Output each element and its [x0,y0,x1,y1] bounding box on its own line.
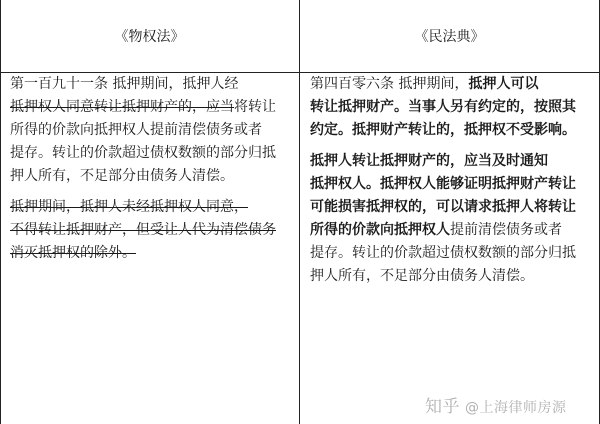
text-line [310,173,592,196]
text-line [310,96,592,119]
text-line [310,242,592,265]
watermark-handle: @上海律师房源 [464,400,567,416]
text-line [10,119,292,142]
text-line [310,119,592,142]
text-line [310,219,592,242]
text-line [10,96,292,119]
deleted-text: 抵押权人同意转让抵押财产的，应当 [10,99,234,115]
added-text: 抵押权人。抵押权人能够证明抵押财产转让 [310,176,576,192]
added-text: 抵押人转让抵押财产的，应当及时通知 [310,153,548,169]
text-line [10,73,292,96]
civil-code-article-406 [310,73,592,288]
zhihu-logo: 知乎 [425,397,460,417]
civil-code-paragraph-1 [310,73,592,142]
text-segment: 所得的价款向抵押权人提前清偿债务或者 [10,122,262,138]
text-segment: 提前清偿债务或者 [450,222,562,238]
added-text: 转让抵押财产。当事人另有约定的，按照其 [310,99,576,115]
zhihu-watermark [425,392,566,417]
text-line [310,150,592,173]
deleted-text: 不得转让抵押财产，但受让人代为清偿债务 [10,222,276,238]
text-line [10,165,292,188]
added-text: 约定。抵押财产转让的，抵押权不受影响。 [310,122,576,138]
property-law-paragraph-1 [10,73,292,188]
added-text: 抵押人可以 [468,76,539,92]
text-segment: 提存。转让的价款超过债权数额的部分归抵 [310,245,576,261]
text-line [310,196,592,219]
header-civil-code: 《民法典》 [414,29,485,45]
added-text: 所得的价款向抵押权人 [310,222,450,238]
text-line [10,196,292,219]
deleted-text: 消灭抵押权的除外。 [10,245,136,261]
property-law-paragraph-2 [10,196,292,265]
text-line [10,242,292,265]
text-line [310,265,592,288]
civil-code-paragraph-2 [310,150,592,288]
deleted-text: 抵押期间，抵押人未经抵押权人同意， [10,199,248,215]
text-segment: 提存。转让的价款超过债权数额的部分归抵 [10,145,276,161]
text-line [10,219,292,242]
text-segment: 第一百九十一条 抵押期间，抵押人经 [10,76,239,92]
property-law-article-191 [10,73,292,265]
text-segment: 第四百零六条 抵押期间， [310,76,469,92]
text-segment: 押人所有，不足部分由债务人清偿。 [10,168,234,184]
text-segment: 将转让 [234,99,276,115]
text-segment: 押人所有，不足部分由债务人清偿。 [310,268,534,284]
added-text: 可能损害抵押权的，可以请求抵押人将转让 [310,199,576,215]
header-property-law: 《物权法》 [114,29,185,45]
text-line [310,73,592,96]
text-line [10,142,292,165]
